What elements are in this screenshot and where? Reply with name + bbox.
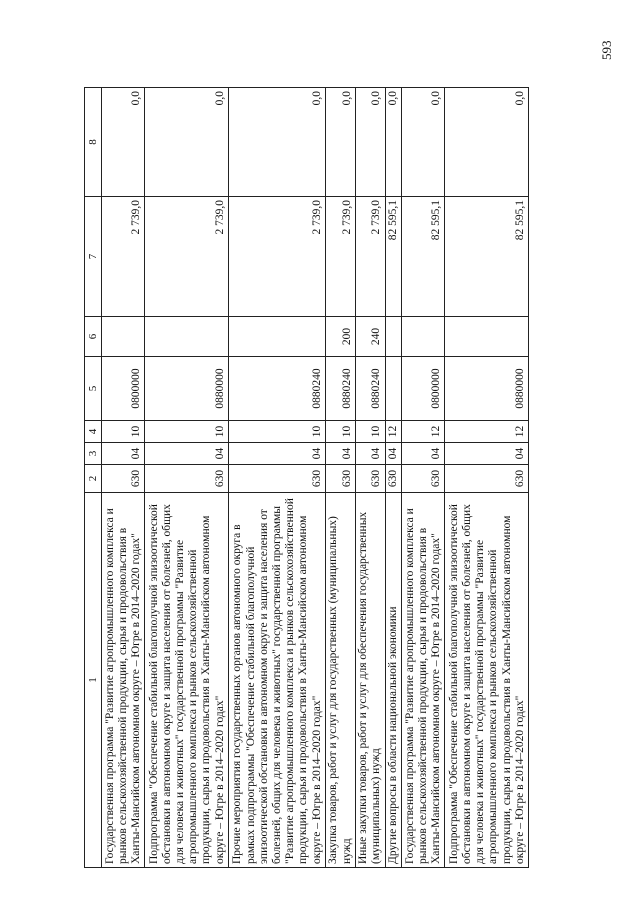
- row-expense-type-cell: [228, 317, 325, 357]
- table-row: [402, 88, 445, 868]
- row-amount-col8-cell: 0,0: [102, 88, 145, 197]
- table-row: [355, 88, 385, 868]
- row-amount-col8-cell: 0,0: [445, 88, 529, 197]
- column-header: 3: [85, 443, 102, 465]
- row-name-cell: Подпрограмма "Обеспечение стабильной благополучной эпизоотической обстановки в автономном округе и защита населения от болезней, общих для человека и животных" государственной программы "Развитие агропромышленного комплекса и рынков сельскохозяйственной продукции, сырья и продовольствия в Ханты-Мансийском автономном округе – Югре в 2014–2020 годах": [145, 493, 229, 868]
- row-ministry-code-cell: 630: [402, 465, 445, 493]
- row-amount-col8-cell: 0,0: [228, 88, 325, 197]
- row-section-cell: 04: [355, 443, 385, 465]
- row-section-cell: 04: [228, 443, 325, 465]
- row-amount-cell: 2 739,0: [355, 197, 385, 317]
- row-expense-type-cell: [385, 317, 401, 357]
- row-ministry-code-cell: 630: [355, 465, 385, 493]
- row-expense-type-cell: [102, 317, 145, 357]
- row-amount-cell: 82 595,1: [385, 197, 401, 317]
- table-row: [445, 88, 529, 868]
- row-subsection-cell: 12: [385, 421, 401, 443]
- row-ministry-code-cell: 630: [325, 465, 355, 493]
- row-section-cell: 04: [102, 443, 145, 465]
- row-section-cell: 04: [145, 443, 229, 465]
- row-ministry-code-cell: 630: [228, 465, 325, 493]
- column-header: 4: [85, 421, 102, 443]
- table-row: [102, 88, 145, 868]
- row-ministry-code-cell: 630: [385, 465, 401, 493]
- budget-table-container: [84, 88, 529, 868]
- row-subsection-cell: 10: [325, 421, 355, 443]
- row-amount-col8-cell: 0,0: [402, 88, 445, 197]
- row-amount-cell: 2 739,0: [228, 197, 325, 317]
- row-target-article-cell: 0880240: [325, 357, 355, 421]
- row-section-cell: 04: [385, 443, 401, 465]
- table-row: [325, 88, 355, 868]
- row-amount-col8-cell: 0,0: [145, 88, 229, 197]
- row-expense-type-cell: 240: [355, 317, 385, 357]
- column-header: 5: [85, 357, 102, 421]
- column-header: 7: [85, 197, 102, 317]
- row-target-article-cell: 0880240: [228, 357, 325, 421]
- row-subsection-cell: 10: [228, 421, 325, 443]
- row-target-article-cell: 0880240: [355, 357, 385, 421]
- row-expense-type-cell: [402, 317, 445, 357]
- column-header: 6: [85, 317, 102, 357]
- table-header-row: [85, 88, 102, 868]
- row-target-article-cell: 0880000: [145, 357, 229, 421]
- page-number: 593: [599, 40, 614, 60]
- row-name-cell: Подпрограмма "Обеспечение стабильной благополучной эпизоотической обстановки в автономном округе и защита населения от болезней, общих для человека и животных" государственной программы "Развитие агропромышленного комплекса и рынков сельскохозяйственной продукции, сырья и продовольствия в Ханты-Мансийском автономном округе – Югре в 2014–2020 годах": [445, 493, 529, 868]
- table-row: [228, 88, 325, 868]
- row-ministry-code-cell: 630: [102, 465, 145, 493]
- row-name-cell: Иные закупки товаров, работ и услуг для обеспечения государственных (муниципальных) нужд: [355, 493, 385, 868]
- row-amount-cell: 82 595,1: [402, 197, 445, 317]
- row-subsection-cell: 12: [445, 421, 529, 443]
- row-expense-type-cell: [445, 317, 529, 357]
- column-header: 1: [85, 493, 102, 868]
- row-target-article-cell: 0880000: [445, 357, 529, 421]
- row-expense-type-cell: [145, 317, 229, 357]
- column-header: 2: [85, 465, 102, 493]
- row-subsection-cell: 12: [402, 421, 445, 443]
- column-header: 8: [85, 88, 102, 197]
- row-section-cell: 04: [325, 443, 355, 465]
- row-subsection-cell: 10: [145, 421, 229, 443]
- row-target-article-cell: 0800000: [402, 357, 445, 421]
- row-section-cell: 04: [445, 443, 529, 465]
- row-target-article-cell: [385, 357, 401, 421]
- row-amount-col8-cell: 0,0: [385, 88, 401, 197]
- row-amount-cell: 2 739,0: [145, 197, 229, 317]
- row-ministry-code-cell: 630: [145, 465, 229, 493]
- budget-table: [84, 87, 529, 868]
- row-expense-type-cell: 200: [325, 317, 355, 357]
- row-section-cell: 04: [402, 443, 445, 465]
- row-amount-cell: 2 739,0: [102, 197, 145, 317]
- row-subsection-cell: 10: [355, 421, 385, 443]
- row-name-cell: Государственная программа "Развитие агропромышленного комплекса и рынков сельскохозяйственной продукции, сырья и продовольствия в Ханты-Мансийском автономном округе – Югре в 2014–2020 годах": [402, 493, 445, 868]
- row-subsection-cell: 10: [102, 421, 145, 443]
- row-amount-cell: 82 595,1: [445, 197, 529, 317]
- row-name-cell: Другие вопросы в области национальной экономики: [385, 493, 401, 868]
- table-body: [102, 88, 529, 868]
- row-ministry-code-cell: 630: [445, 465, 529, 493]
- row-amount-col8-cell: 0,0: [355, 88, 385, 197]
- table-row: [145, 88, 229, 868]
- row-target-article-cell: 0800000: [102, 357, 145, 421]
- row-name-cell: Прочие мероприятия государственных органов автономного округа в рамках подпрограммы "Обеспечение стабильной благополучной эпизоотической обстановки в автономном округе и защита населения от болезней, общих для человека и животных" государственной программы "Развитие агропромышленного комплекса и рынков сельскохозяйственной продукции, сырья и продовольствия в Ханты-Мансийском автономном округе – Югре в 2014–2020 годах": [228, 493, 325, 868]
- row-amount-col8-cell: 0,0: [325, 88, 355, 197]
- row-name-cell: Закупка товаров, работ и услуг для государственных (муниципальных) нужд: [325, 493, 355, 868]
- table-row: [385, 88, 401, 868]
- row-name-cell: Государственная программа "Развитие агропромышленного комплекса и рынков сельскохозяйственной продукции, сырья и продовольствия в Ханты-Мансийском автономном округе – Югре в 2014–2020 годах": [102, 493, 145, 868]
- row-amount-cell: 2 739,0: [325, 197, 355, 317]
